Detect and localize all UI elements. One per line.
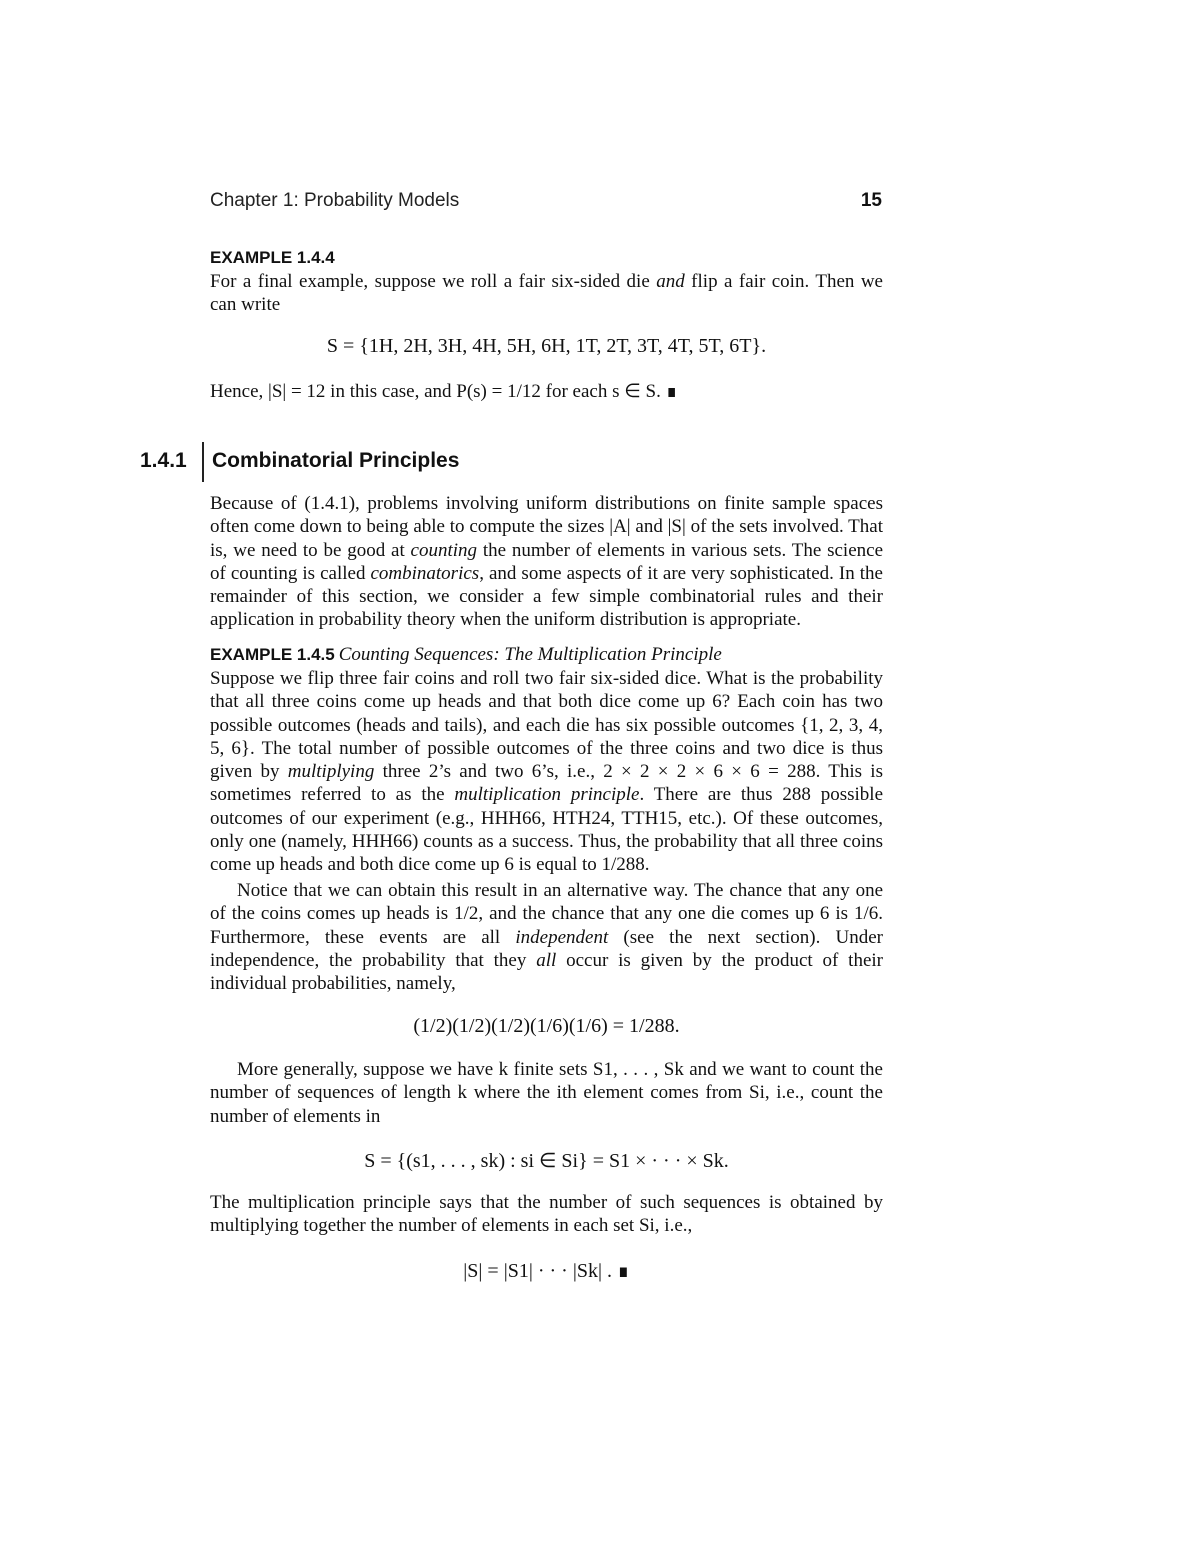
example-145-paragraph-1: Suppose we flip three fair coins and roll two fair six-sided dice. What is the probability that all three coins come up heads and that both dice come up 6? Each coin has two possible outcomes (heads and tails), and each die has six possible outcomes {1, 2, 3, 4, 5, 6}. The total number of possible outcomes of the three coins and two dice is thus given by multiplying three 2’s and two 6’s, i.e., 2 × 2 × 2 × 6 × 6 = 288. This is sometimes referred to as the multiplication principle. There are thus 288 possible outcomes of our experiment (e.g., HHH66, HTH24, TTH15, etc.). Of these outcomes, only one (namely, HHH66) counts as a success. Thus, the probability that all three coins come up heads and both dice come up 6 is equal to 1/288. xyxy=(210,668,884,876)
example-145-paragraph-4: The multiplication principle says that the number of such sequences is obtained by multiplying together the number of elements in each set Si, i.e., xyxy=(210,1192,883,1237)
example-144-conclusion: Hence, |S| = 12 in this case, and P(s) = 1/12 for each s ∈ S. ∎ xyxy=(210,381,678,402)
example-145-equation-1: (1/2)(1/2)(1/2)(1/6)(1/6) = 1/288. xyxy=(413,1015,680,1037)
example-145-equation-2: S = {(s1, . . . , sk) : si ∈ Si} = S1 × · · · × Sk. xyxy=(364,1150,729,1172)
example-145-paragraph-3: More generally, suppose we have k finite sets S1, . . . , Sk and we want to count the number of sequences of length k where the ith element comes from Si, i.e., count the number of elements in xyxy=(210,1059,883,1127)
example-144-text: For a final example, suppose we roll a fair six-sided die and flip a fair coin. Then we can write xyxy=(210,271,883,316)
section-divider xyxy=(202,442,204,482)
section-number: 1.4.1 xyxy=(140,449,187,472)
section-title: Combinatorial Principles xyxy=(212,449,460,472)
chapter-header: Chapter 1: Probability Models xyxy=(210,190,460,211)
section-intro-paragraph: Because of (1.4.1), problems involving uniform distributions on finite sample spaces often come down to being able to compute the sizes |A| and |S| of the sets involved. That is, we need to be good at counting the number of elements in various sets. The science of counting is called combinatorics, and some aspects of it are very sophisticated. In the remainder of this section, we consider a few simple combinatorial rules and their application in probability theory when the uniform distribution is appropriate. xyxy=(210,493,884,631)
page-number: 15 xyxy=(860,190,882,211)
example-145-heading: EXAMPLE 1.4.5 Counting Sequences: The Multiplication Principle xyxy=(210,644,722,665)
example-144-equation: S = {1H, 2H, 3H, 4H, 5H, 6H, 1T, 2T, 3T, 4T, 5T, 6T}. xyxy=(326,335,767,357)
example-145-equation-3: |S| = |S1| · · · |Sk| . ∎ xyxy=(463,1260,630,1282)
example-145-paragraph-2: Notice that we can obtain this result in an alternative way. The chance that any one of the coins comes up heads is 1/2, and the chance that any one die comes up 6 is 1/6. Furthermore, these events are all independent (see the next section). Under independence, the probability that they all occur is given by the product of their individual probabilities, namely, xyxy=(210,880,884,995)
example-label-1-4-4: EXAMPLE 1.4.4 xyxy=(210,248,335,267)
